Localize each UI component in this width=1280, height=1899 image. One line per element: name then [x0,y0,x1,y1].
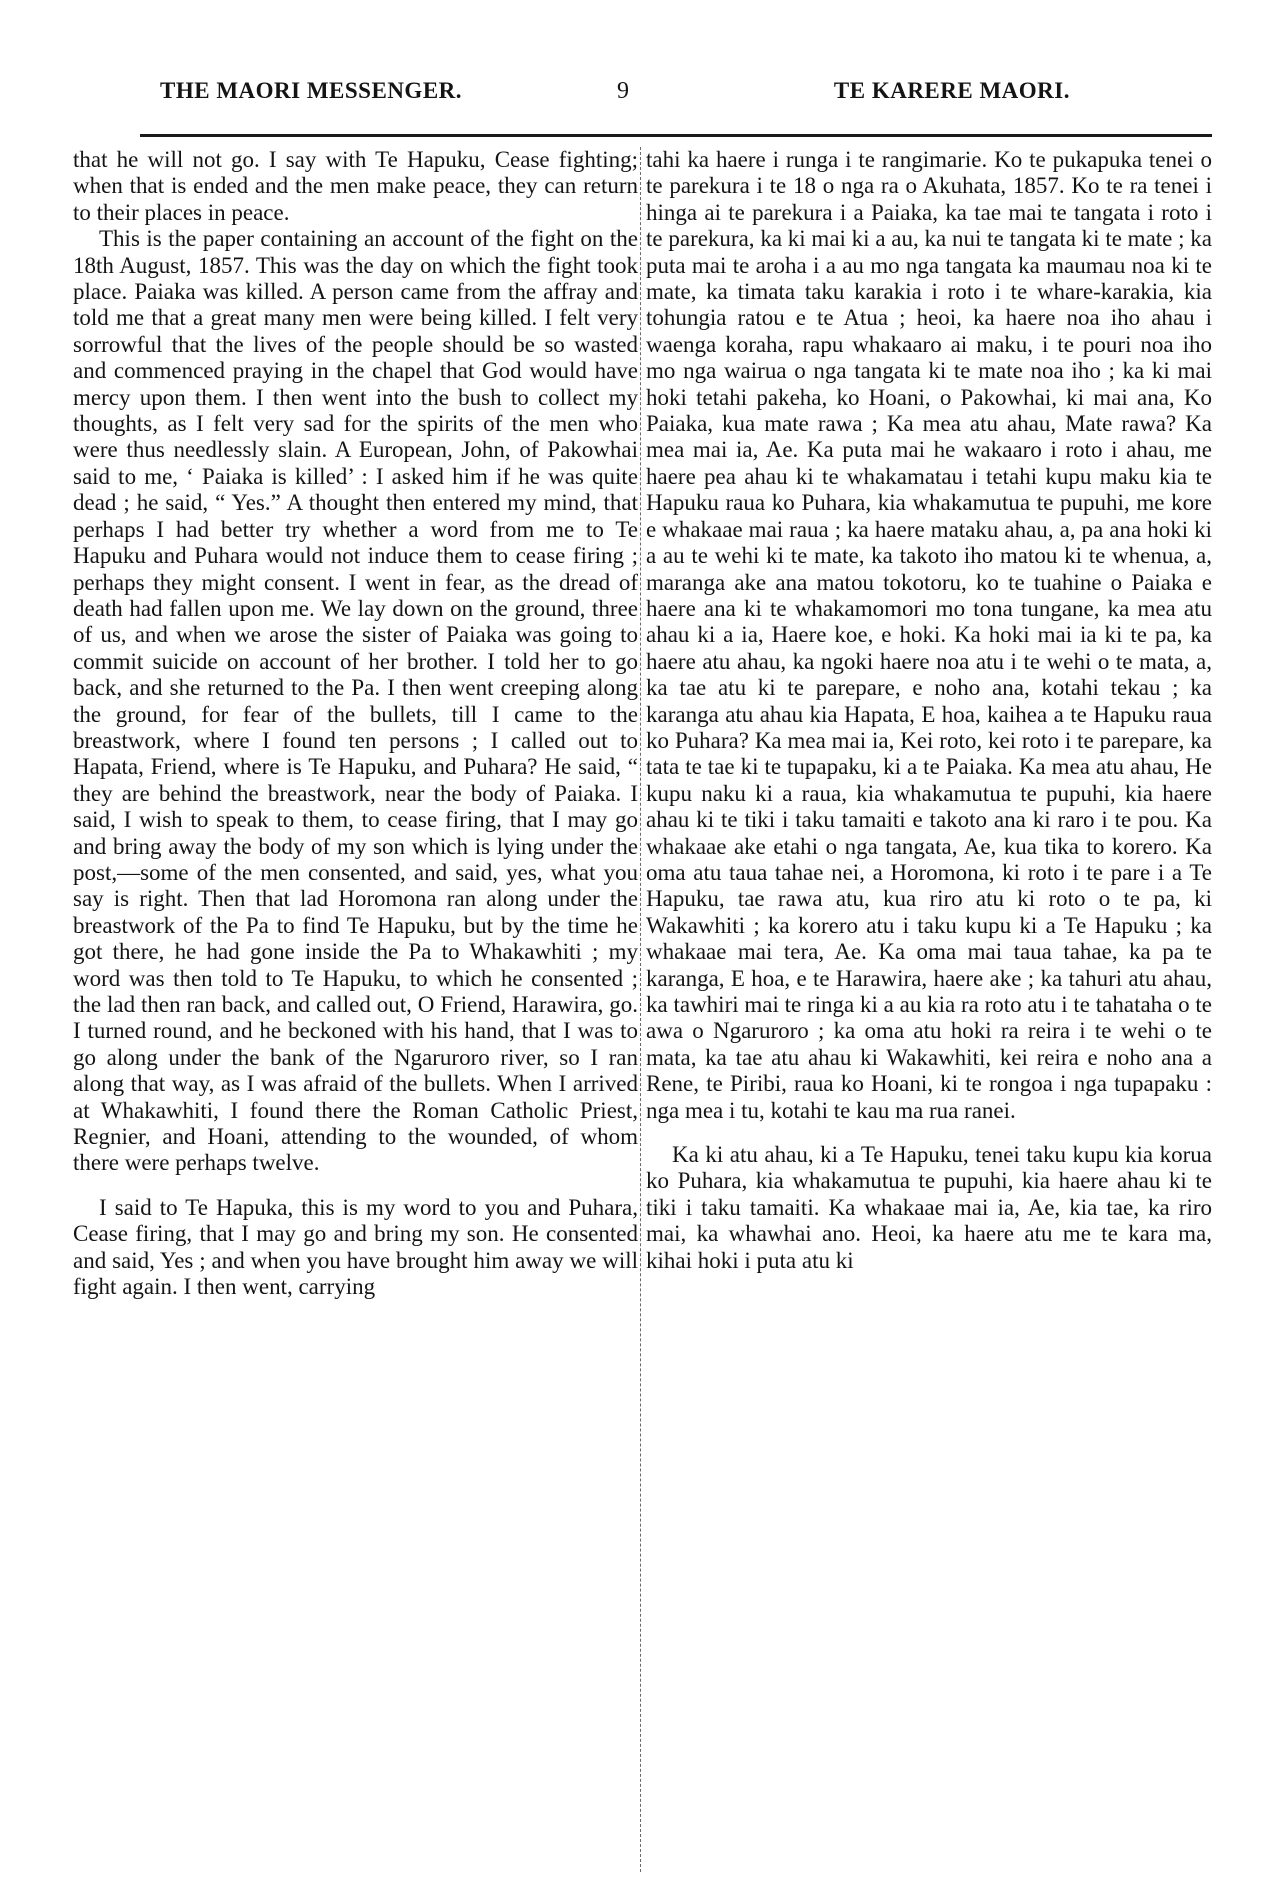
english-paragraph-3: I said to Te Hapuka, this is my word to you and Puhara, Cease firing, that I may go and bring my son. He consented and said, Yes ; and when you have brought him away we will fight again. I then went, carrying [73,1194,638,1300]
header-maori-title: TE KARERE MAORI. [833,78,1070,103]
english-paragraph-1: that he will not go. I say with Te Hapuku, Cease fighting; when that is ended and the men make peace, they can return to their places in peace. [73,147,638,225]
english-column [73,147,638,1300]
column-divider [640,147,641,1872]
page-number: 9 [617,78,630,104]
english-paragraph-2: This is the paper containing an account of the fight on the 18th August, 1857. This was the day on which the fight took place. Paiaka was killed. A person came from the affray and told me that a great many men were being killed. I felt very sorrowful that the lives of the people should be so wasted and commenced praying in the chapel that God would have mercy upon them. I then went into the bush to collect my thoughts, as I felt very sad for the spirits of the men who were thus needlessly slain. A European, John, of Pakowhai said to me, ‘ Paiaka is killed’ : I asked him if he was quite dead ; he said, “ Yes.” A thought then entered my mind, that perhaps I had better try whether a word from me to Te Hapuku and Puhara would not induce them to cease firing ; perhaps they might consent. I went in fear, as the dread of death had fallen upon me. We lay down on the ground, three of us, and when we arose the sister of Paiaka was going to commit suicide on account of her brother. I told her to go back, and she returned to the Pa. I then went creeping along the ground, for fear of the bullets, till I came to the breastwork, where I found ten persons ; I called out to Hapata, Friend, where is Te Hapuku, and Puhara? He said, “ they are behind the breastwork, near the body of Paiaka. I said, I wish to speak to them, to cease firing, that I may go and bring away the body of my son which is lying under the post,—some of the men consented, and said, yes, what you say is right. Then that lad Horomona ran along under the breastwork of the Pa to find Te Hapuku, but by the time he got there, he had gone inside the Pa to Whakawhiti ; my word was then told to Te Hapuku, to which he consented ; the lad then ran back, and called out, O Friend, Harawira, go. I turned round, and he beckoned with his hand, that I was to go along under the bank of the Ngaruroro river, so I ran along that way, as I was afraid of the bullets. When I arrived at Whakawhiti, I found there the Roman Catholic Priest, Regnier, and Hoani, attending to the wounded, of whom there were perhaps twelve. [73,226,638,1176]
maori-paragraph-1: tahi ka haere i runga i te rangimarie. Ko te pukapuka tenei o te parekura i te 18 o nga ra o Akuhata, 1857. Ko te ra tenei i hinga ai te parekura i a Paiaka, ka tae mai te tangata i roto i te parekura, ka ki mai ki a au, ka nui te tangata ki te mate ; ka puta mai te aroha i a au mo nga tangata ka maumau noa ki te mate, ka timata taku karakia i roto i te whare-karakia, kia tohungia ratou e te Atua ; heoi, ka haere noa iho ahau i waenga koraha, rapu whakaaro ai maku, i te pouri noa iho mo nga wairua o nga tangata ki te mate noa iho ; ka ki mai hoki tetahi pakeha, ko Hoani, o Pakowhai, ki mai ana, Ko Paiaka, kua mate rawa ; Ka mea atu ahau, Mate rawa? Ka mea mai ia, Ae. Ka puta mai he wakaaro i roto i ahau, me haere pea ahau ki te whakamatau i tetahi kupu maku kia te Hapuku raua ko Puhara, kia whakamutua te pupuhi, me kore e whakaae mai raua ; ka haere mataku ahau, a, pa ana hoki ki a au te wehi ki te mate, ka takoto iho matou ki te whenua, a, maranga ake ana matou tokotoru, ko te tuahine o Paiaka e haere ana ki te whakamomori mo tona tungane, ka mea atu ahau ki a ia, Haere koe, e hoki. Ka hoki mai ia ki te pa, ka haere atu ahau, ka ngoki haere noa atu i te wehi o te mata, a, ka tae atu ki te parepare, e noho ana, kotahi tekau ; ka karanga atu ahau kia Hapata, E hoa, kaihea a te Hapuku raua ko Puhara? Ka mea mai ia, Kei roto, kei roto i te parepare, ka tata te tae ki te tupapaku, ki a te Paiaka. Ka mea atu ahau, He kupu naku ki a raua, kia whakamutua te pupuhi, kia haere ahau ki te tiki i taku tamaiti e takoto ana ki raro i te pou. Ka whakaae ake etahi o nga tangata, Ae, kua tika to korero. Ka oma atu taua tahae nei, a Horomona, ki roto i te pare i a Te Hapuku, tae rawa atu, kua riro atu ki roto o te pa, ki Wakawhiti ; ka korero atu i taku kupu ki a Te Hapuku ; ka whakaae mai tera, Ae. Ka oma mai taua tahae, ka pa te karanga, E hoa, e te Harawira, haere ake ; ka tahuri atu ahau, ka tawhiri mai te ringa ki a au kia ra roto atu i te tahataha o te awa o Ngaruroro ; ka oma atu hoki ra reira i te wehi o te mata, ka tae atu ahau ki Wakawhiti, kei reira e noho ana a Rene, te Piribi, raua ko Hoani, ki te rongoa i nga tupapaku : nga mea i tu, kotahi te kau ma rua ranei. [646,147,1212,1123]
maori-paragraph-2: Ka ki atu ahau, ki a Te Hapuku, tenei taku kupu kia korua ko Puhara, kia whakamutua te pupuhi, kia haere ahau ki te tiki i taku tamaiti. Ka whakaae mai ia, Ae, kia tae, ka riro mai, ka whawhai ano. Heoi, ka haere atu me te kara ma, kihai hoki i puta atu ki [646,1142,1212,1273]
maori-column [646,147,1212,1274]
header-rule [140,134,1212,137]
header-english-title: THE MAORI MESSENGER. [160,78,463,103]
running-header [160,78,1070,118]
